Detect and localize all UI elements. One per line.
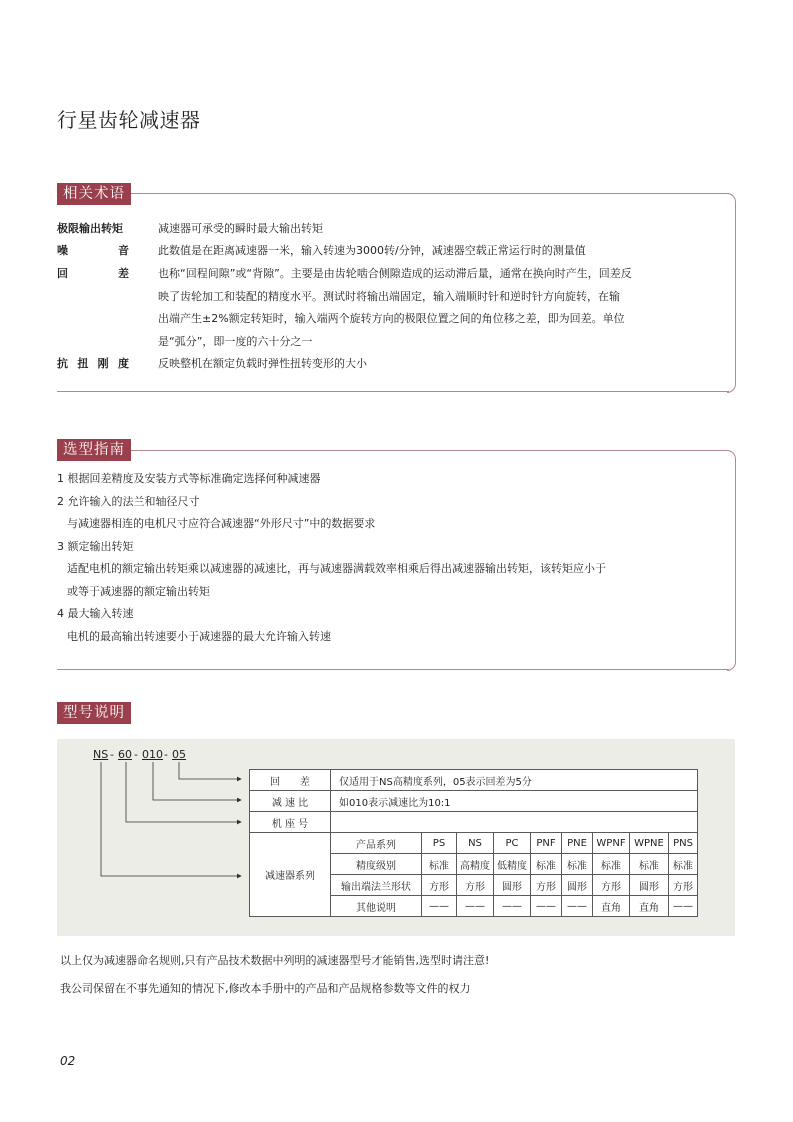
page-number: 02 (60, 1054, 76, 1068)
code-frame-size: 60 (118, 748, 132, 761)
series-cell: 高精度 (457, 854, 494, 875)
row-desc-frame (331, 812, 698, 833)
guide-line: 电机的最高输出转速要小于减速器的最大允许输入转速 (67, 629, 331, 643)
term-value: 反映整机在额定负载时弹性扭转变形的大小 (158, 357, 367, 370)
series-row-label: 输出端法兰形状 (331, 875, 422, 896)
row-label-series: 减速器系列 (250, 833, 331, 917)
row-label-backlash: 回 差 (250, 770, 331, 791)
code-series: NS (93, 748, 109, 761)
row-desc-backlash: 仅适用于NS高精度系列，05表示回差为5分 (331, 770, 698, 791)
table-row (250, 812, 698, 833)
series-row-label: 其他说明 (331, 896, 422, 917)
series-cell: 方形 (593, 875, 630, 896)
series-cell: 标准 (531, 854, 562, 875)
series-cell: WPNE (630, 833, 669, 854)
series-cell: 直角 (630, 896, 669, 917)
code-dash: - (164, 748, 168, 761)
series-cell: 圆形 (630, 875, 669, 896)
guide-line: 或等于减速器的额定输出转矩 (67, 584, 210, 598)
term-value: 映了齿轮加工和装配的精度水平。测试时将输出端固定，输入端顺时针和逆时针方向旋转，在输 (158, 290, 620, 303)
guide-line: 适配电机的额定输出转矩乘以减速器的减速比，再与减速器满载效率相乘后得出减速器输出转矩，该转矩应小于 (67, 562, 606, 575)
series-row-label: 精度级别 (331, 854, 422, 875)
term-key: 回 差 (57, 267, 129, 280)
series-cell: 圆形 (562, 875, 593, 896)
series-cell: —— (494, 896, 531, 917)
series-cell: NS (457, 833, 494, 854)
series-cell: 方形 (531, 875, 562, 896)
guide-line: 1 根据回差精度及安装方式等标准确定选择何种减速器 (57, 472, 321, 485)
term-key: 抗 扭 刚 度 (57, 357, 129, 370)
series-cell: 标准 (593, 854, 630, 875)
term-value: 也称“回程间隙”或“背隙”。主要是由齿轮啮合侧隙造成的运动滞后量，通常在换向时产生，回差反 (158, 267, 632, 280)
note-rights: 我公司保留在不事先通知的情况下,修改本手册中的产品和产品规格参数等文件的权力 (60, 982, 471, 995)
series-cell: 标准 (669, 854, 698, 875)
guide-line: 与减速器相连的电机尺寸应符合减速器“外形尺寸”中的数据要求 (67, 517, 376, 530)
row-label-frame: 机 座 号 (250, 812, 331, 833)
series-cell: PNF (531, 833, 562, 854)
model-table (249, 769, 698, 917)
note-naming-rule: 以上仅为减速器命名规则,只有产品技术数据中列明的减速器型号才能销售,选型时请注意! (60, 954, 490, 967)
row-label-ratio: 减 速 比 (250, 791, 331, 812)
term-key: 极限输出转矩 (57, 222, 123, 235)
series-cell: PNE (562, 833, 593, 854)
row-desc-ratio: 如010表示减速比为10:1 (331, 791, 698, 812)
model-heading: 型号说明 (57, 702, 131, 724)
series-cell: 方形 (669, 875, 698, 896)
series-cell: PS (422, 833, 457, 854)
term-value: 出端产生±2%额定转矩时，输入端两个旋转方向的极限位置之间的角位移之差，即为回差。单位 (158, 312, 625, 325)
series-cell: 方形 (457, 875, 494, 896)
series-cell: —— (457, 896, 494, 917)
series-cell: PNS (669, 833, 698, 854)
table-row (250, 833, 698, 854)
series-cell: 直角 (593, 896, 630, 917)
term-value: 减速器可承受的瞬时最大输出转矩 (158, 222, 323, 235)
guide-line: 2 允许输入的法兰和轴径尺寸 (57, 494, 200, 508)
series-cell: 标准 (630, 854, 669, 875)
table-row (250, 770, 698, 791)
term-value: 此数值是在距离减速器一米，输入转速为3000转/分钟，减速器空载正常运行时的测量值 (158, 244, 586, 257)
series-cell: —— (669, 896, 698, 917)
page-title: 行星齿轮减速器 (57, 108, 201, 132)
series-cell: 标准 (562, 854, 593, 875)
terms-heading: 相关术语 (57, 183, 131, 205)
series-cell: 标准 (422, 854, 457, 875)
code-dash: - (110, 748, 114, 761)
series-cell: —— (531, 896, 562, 917)
series-cell: —— (562, 896, 593, 917)
code-backlash: 05 (172, 748, 186, 761)
guide-heading: 选型指南 (57, 439, 131, 461)
series-cell: 低精度 (494, 854, 531, 875)
series-row-label: 产品系列 (331, 833, 422, 854)
series-cell: WPNF (593, 833, 630, 854)
series-cell: PC (494, 833, 531, 854)
series-cell: —— (422, 896, 457, 917)
series-cell: 圆形 (494, 875, 531, 896)
series-cell: 方形 (422, 875, 457, 896)
term-value: 是“弧分”，即一度的六十分之一 (158, 335, 313, 348)
table-row (250, 791, 698, 812)
code-ratio: 010 (142, 748, 163, 761)
term-key: 噪 音 (57, 244, 129, 257)
guide-line: 3 额定输出转矩 (57, 539, 134, 553)
guide-line: 4 最大输入转速 (57, 607, 134, 620)
code-dash: - (134, 748, 138, 761)
